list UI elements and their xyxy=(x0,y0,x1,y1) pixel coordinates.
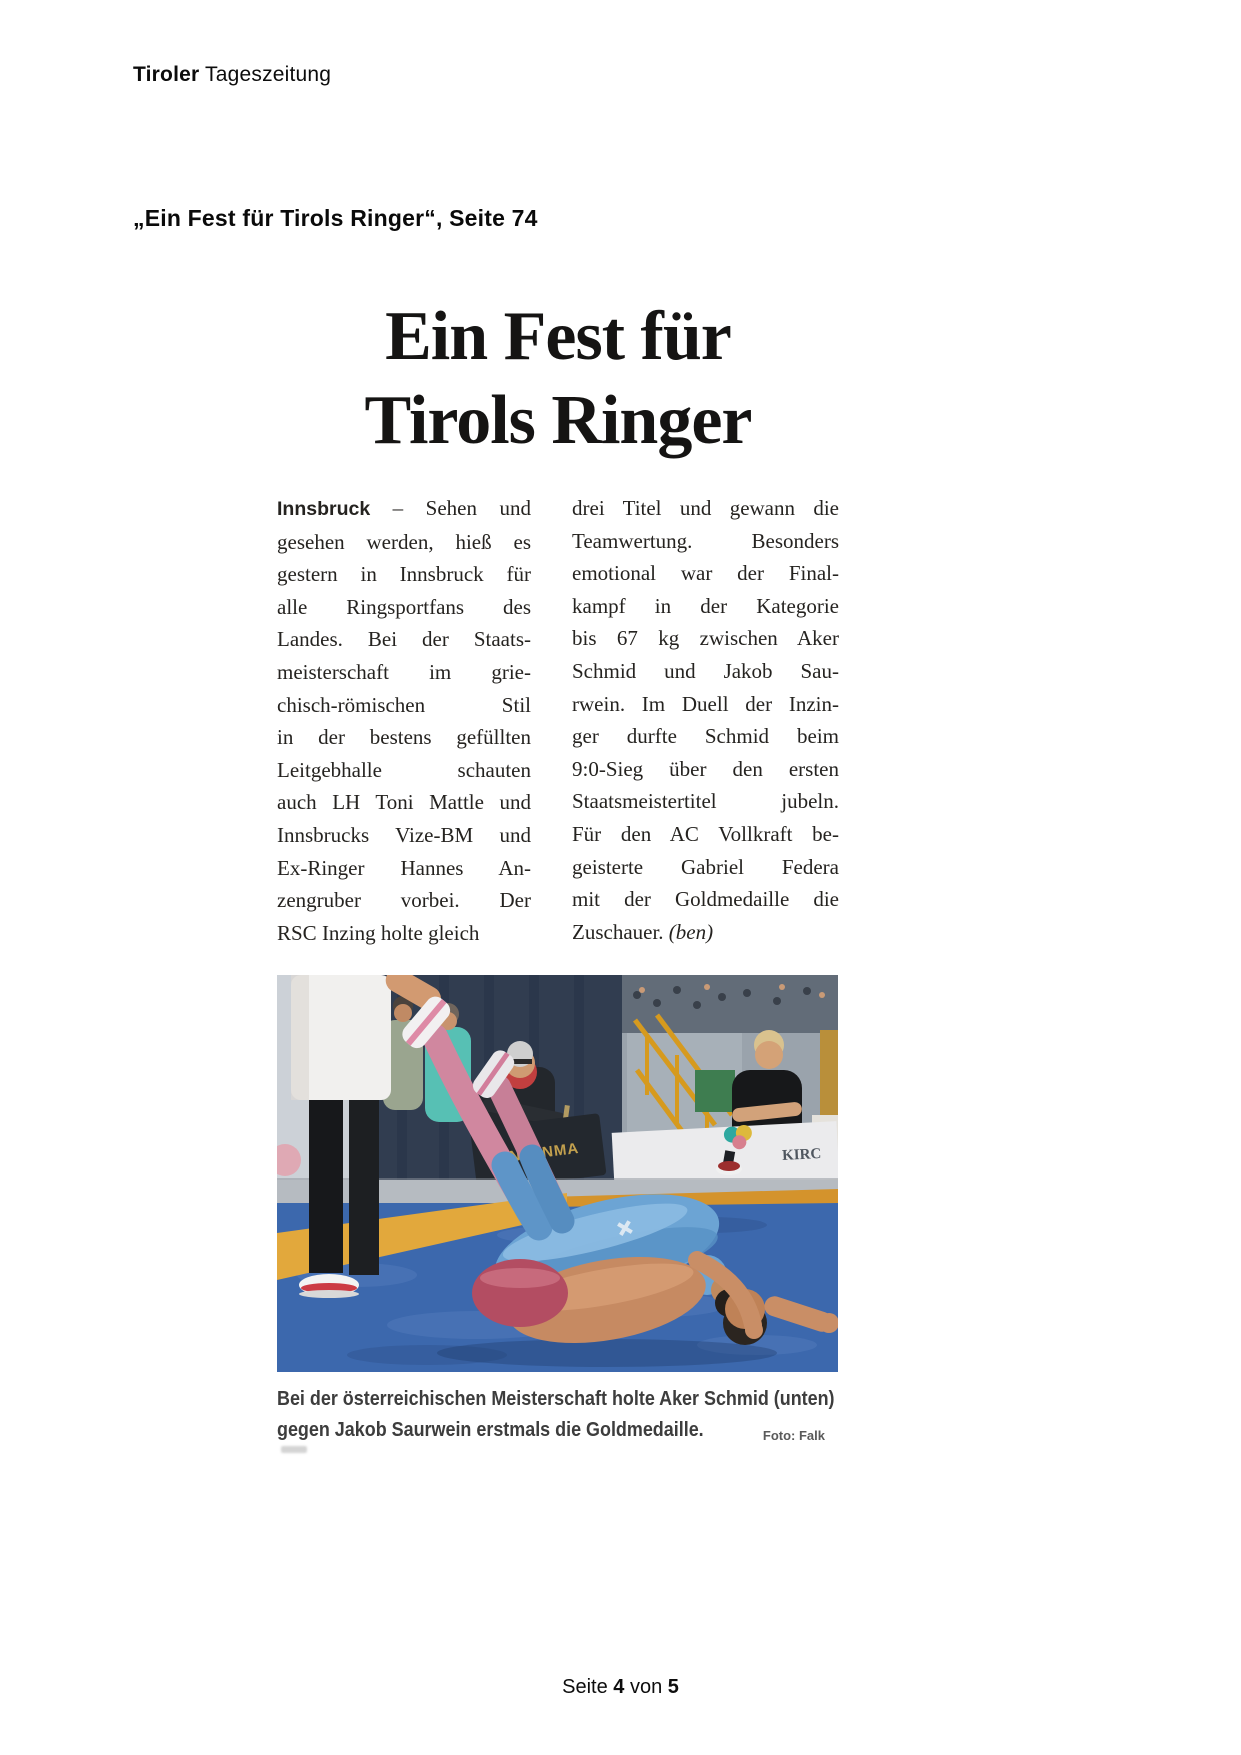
article-headline xyxy=(277,295,839,463)
article-reference-line: „Ein Fest für Tirols Ringer“, Seite 74 xyxy=(133,205,538,231)
wrestling-photo xyxy=(277,975,838,1372)
body-lines-left xyxy=(277,526,531,917)
newspaper-clipping xyxy=(277,295,839,1443)
dateline-location: Innsbruck xyxy=(277,498,371,520)
caption-line-2: gegen Jakob Saurwein erstmals die Goldmedaille. xyxy=(277,1418,704,1441)
body-column-right xyxy=(572,492,839,949)
caption-line-1: Bei der österreichischen Meisterschaft holte Aker Schmid (unten) xyxy=(277,1387,835,1410)
photo-credit: Foto: Falk xyxy=(762,1428,825,1443)
body-line: gestern in Innsbruck für xyxy=(277,562,531,587)
body-column-left xyxy=(277,492,531,949)
body-line: Staatsmeistertitel jubeln. xyxy=(572,789,839,814)
body-line: auch LH Toni Mattle und xyxy=(277,790,531,815)
masthead-brand-bold: Tiroler xyxy=(133,63,200,86)
body-line: mit der Goldmedaille die xyxy=(572,887,839,912)
closing-text: Zuschauer. xyxy=(572,919,669,944)
footer-page-number: 4 xyxy=(613,1676,625,1698)
body-line: zengruber vorbei. Der xyxy=(277,888,531,913)
body-line: Teamwertung. Besonders xyxy=(572,528,839,553)
body-line: rwein. Im Duell der Inzin- xyxy=(572,691,839,716)
body-line: drei Titel und gewann die xyxy=(572,496,839,520)
footer-prefix: Seite xyxy=(562,1676,614,1698)
headline-line-2: Tirols Ringer xyxy=(364,382,752,459)
print-artifact xyxy=(281,1446,307,1453)
masthead-brand-rest: Tageszeitung xyxy=(199,63,332,86)
body-line: Landes. Bei der Staats- xyxy=(277,627,531,652)
body-line: emotional war der Final- xyxy=(572,561,839,586)
body-line: meisterschaft im grie- xyxy=(277,659,531,684)
body-lead-line xyxy=(277,492,531,526)
body-line: Schmid und Jakob Sau- xyxy=(572,658,839,683)
banner-text: KIRC xyxy=(781,1145,822,1165)
green-panel xyxy=(695,1070,735,1112)
lead-rest: – Sehen und xyxy=(370,496,531,520)
sponsor-board-text: UNZENMA xyxy=(496,1139,581,1167)
body-line: chisch-römischen Stil xyxy=(277,692,531,717)
body-line: in der bestens gefüllten xyxy=(277,725,531,750)
body-line: gesehen werden, hieß es xyxy=(277,529,531,554)
photo-caption xyxy=(277,1383,839,1445)
author-byline: (ben) xyxy=(668,919,714,944)
footer-total-pages: 5 xyxy=(667,1676,679,1698)
body-line-last-left: RSC Inzing holte gleich xyxy=(277,920,480,945)
body-line: Für den AC Vollkraft be- xyxy=(572,821,839,846)
headline-line-1: Ein Fest für xyxy=(385,298,731,375)
body-line: kampf in der Kategorie xyxy=(572,593,839,618)
body-line: Leitgebhalle schauten xyxy=(277,757,531,782)
body-line: Innsbrucks Vize-BM und xyxy=(277,822,531,847)
body-line-last-right xyxy=(572,916,839,949)
article-body xyxy=(277,492,839,949)
body-line: geisterte Gabriel Federa xyxy=(572,854,839,879)
body-line: 9:0-Sieg über den ersten xyxy=(572,756,839,781)
newspaper-masthead xyxy=(133,63,331,87)
page-footer xyxy=(0,1676,1241,1699)
body-lines-right xyxy=(572,492,839,916)
body-line: Ex-Ringer Hannes An- xyxy=(277,855,531,880)
body-line: ger durfte Schmid beim xyxy=(572,724,839,749)
body-line: bis 67 kg zwischen Aker xyxy=(572,626,839,651)
footer-separator: von xyxy=(624,1676,668,1698)
wrestlers-shadow xyxy=(437,1339,777,1367)
body-line: alle Ringsportfans des xyxy=(277,594,531,619)
